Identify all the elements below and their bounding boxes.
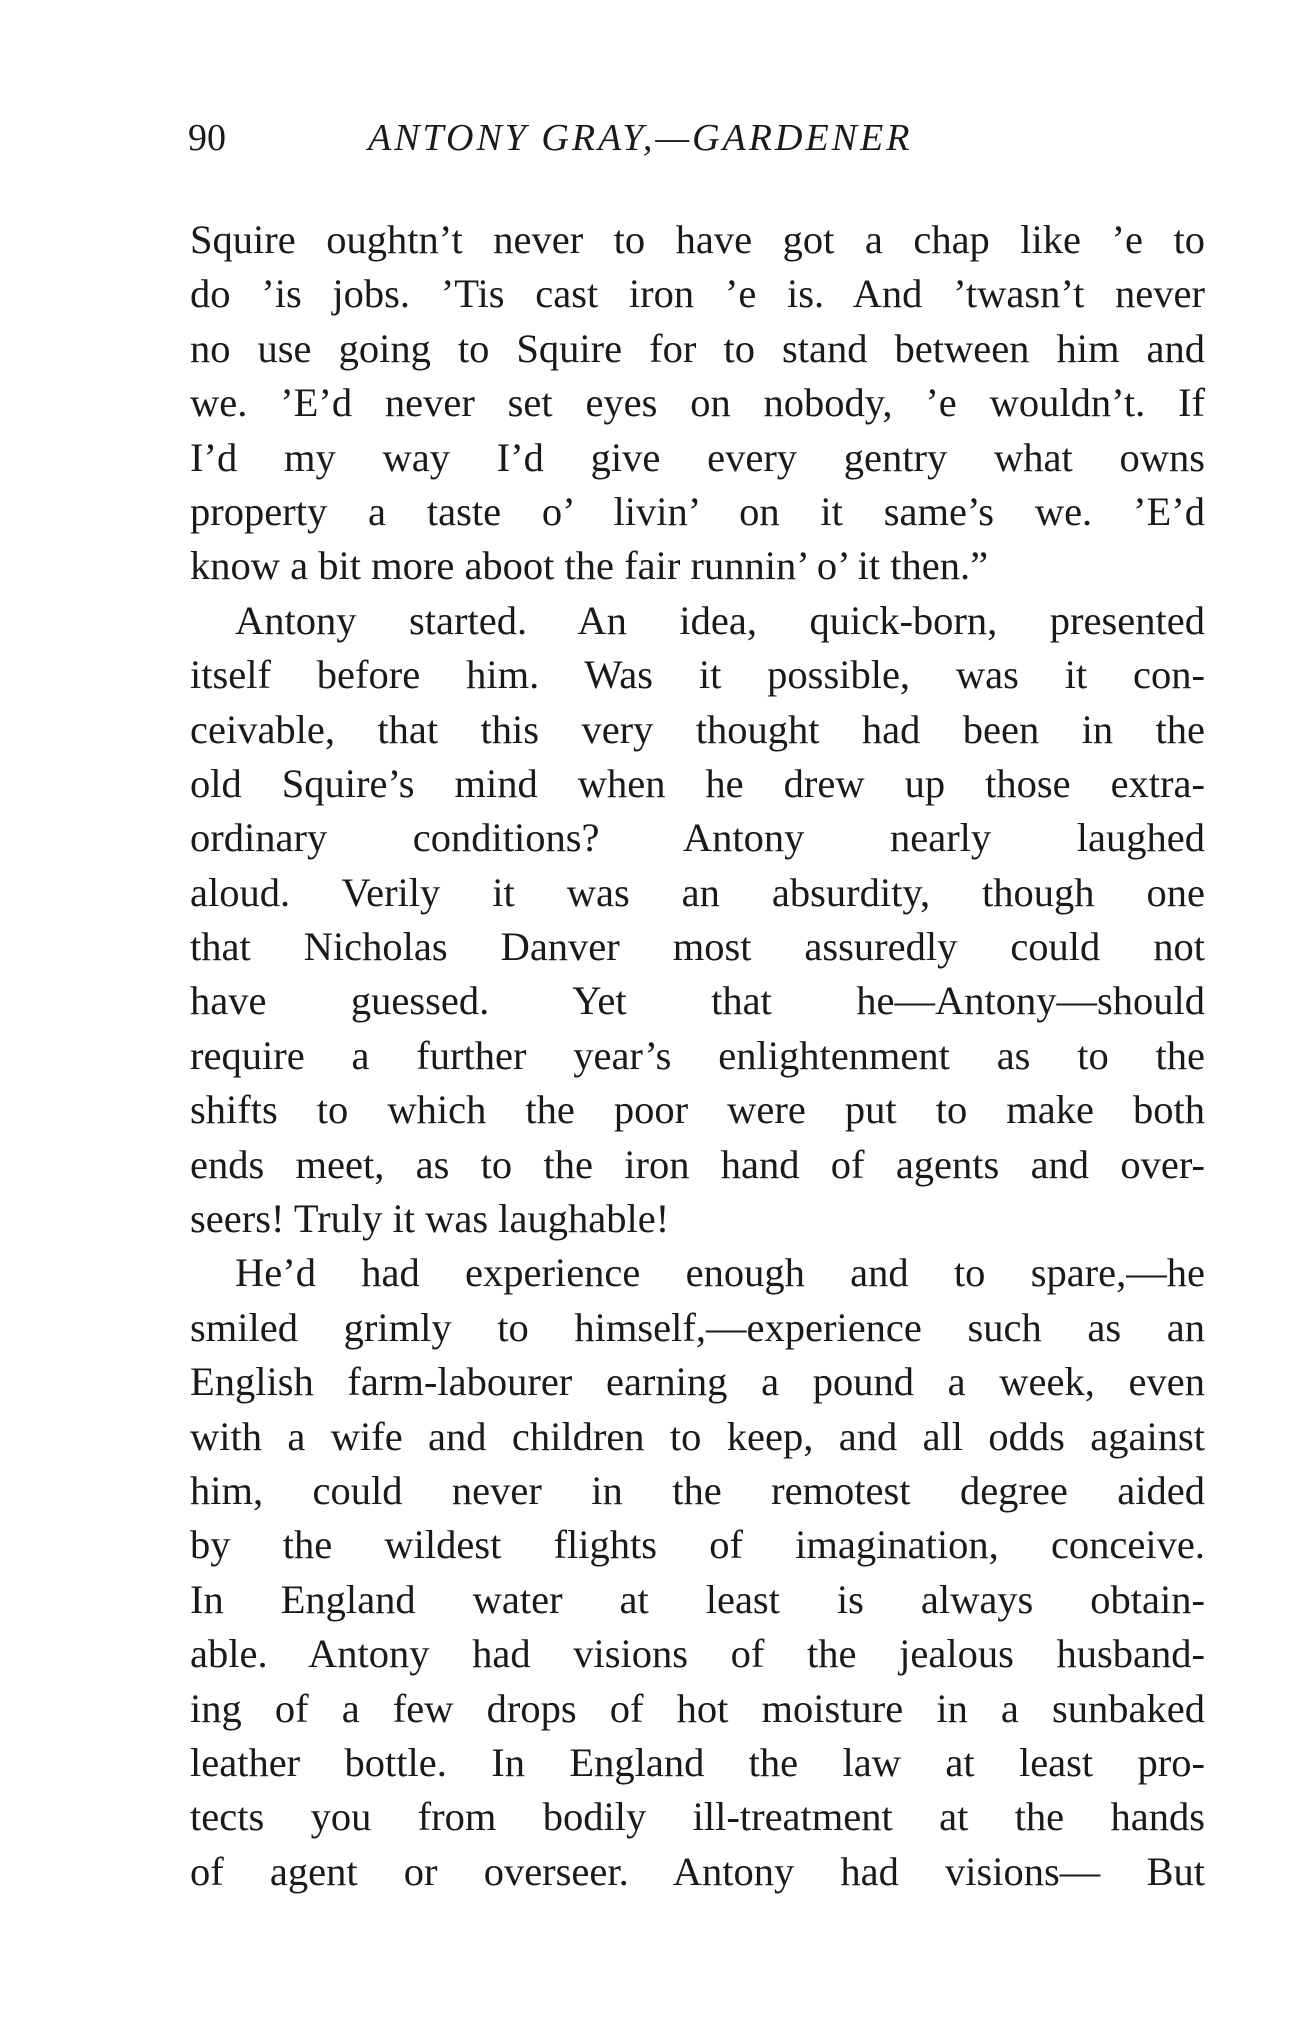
text-line: with a wife and children to keep, and all odds against: [190, 1413, 1205, 1459]
text-line: smiled grimly to himself,—experience such as an: [190, 1304, 1205, 1350]
text-line: that Nicholas Danver most assuredly could not: [190, 924, 1205, 970]
text-line: leather bottle. In England the law at least pro-: [190, 1739, 1205, 1785]
text-line: English farm-labourer earning a pound a week, even: [190, 1359, 1205, 1405]
text-line: able. Antony had visions of the jealous husband-: [190, 1631, 1205, 1677]
text-line: tects you from bodily ill-treatment at the hands: [190, 1794, 1205, 1840]
text-line: Squire oughtn’t never to have got a chap like ’e to: [190, 217, 1205, 262]
running-title: ANTONY GRAY,—GARDENER: [368, 117, 913, 159]
text-line: ing of a few drops of hot moisture in a sunbaked: [190, 1685, 1205, 1731]
paragraph: [190, 213, 1205, 594]
text-line: property a taste o’ livin’ on it same’s we. ’E’d: [190, 488, 1205, 534]
text-line: old Squire’s mind when he drew up those extra-: [190, 760, 1205, 806]
page-number: 90: [188, 117, 226, 159]
text-line: seers! Truly it was laughable!: [190, 1196, 670, 1242]
text-line: have guessed. Yet that he—Antony—should: [190, 978, 1205, 1024]
text-line: ends meet, as to the iron hand of agents and over-: [190, 1141, 1205, 1187]
paragraph: [190, 1246, 1205, 1899]
text-line: ceivable, that this very thought had been in the: [190, 706, 1205, 752]
page-header: [188, 108, 1188, 168]
text-line: him, could never in the remotest degree aided: [190, 1467, 1205, 1513]
paragraph: [190, 594, 1205, 1247]
text-line: no use going to Squire for to stand between him and: [190, 325, 1205, 371]
text-line: shifts to which the poor were put to make both: [190, 1087, 1205, 1133]
text-line: know a bit more aboot the fair runnin’ o’ it then.”: [190, 543, 989, 589]
text-line: we. ’E’d never set eyes on nobody, ’e wouldn’t. If: [190, 380, 1205, 426]
text-line: ordinary conditions? Antony nearly laughed: [190, 815, 1205, 861]
text-line: He’d had experience enough and to spare,—he: [235, 1250, 1205, 1296]
text-line: aloud. Verily it was an absurdity, though one: [190, 869, 1205, 915]
text-line: Antony started. An idea, quick-born, presented: [235, 597, 1205, 643]
text-line: In England water at least is always obtain-: [190, 1576, 1205, 1622]
text-line: of agent or overseer. Antony had visions— But: [190, 1848, 1205, 1894]
text-line: do ’is jobs. ’Tis cast iron ’e is. And ’twasn’t never: [190, 271, 1205, 317]
text-line: I’d my way I’d give every gentry what owns: [190, 434, 1205, 480]
text-line: itself before him. Was it possible, was it con-: [190, 652, 1205, 698]
text-line: by the wildest flights of imagination, conceive.: [190, 1522, 1205, 1568]
text-line: require a further year’s enlightenment as to the: [190, 1032, 1205, 1078]
body-text: [190, 213, 1205, 1899]
